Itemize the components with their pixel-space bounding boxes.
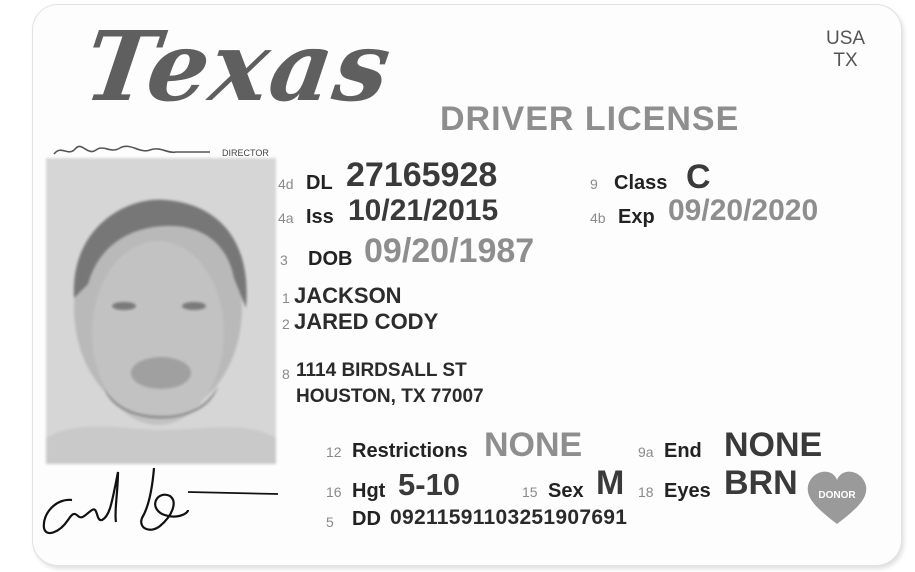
endorsement-field-number: 9a [638, 444, 654, 460]
dl-label: DL [306, 172, 333, 194]
state-code-label: TX [833, 50, 858, 71]
eyes-field-number: 18 [638, 484, 654, 500]
address-line1: 1114 BIRDSALL ST [296, 360, 467, 381]
class-label: Class [614, 172, 668, 194]
class-value: C [686, 158, 711, 196]
endorsement-label: End [664, 440, 702, 462]
exp-label: Exp [618, 206, 655, 228]
address-field-number: 8 [282, 366, 290, 382]
issue-date: 10/21/2015 [348, 194, 499, 227]
date-of-birth: 09/20/1987 [364, 232, 535, 270]
eyes-value: BRN [724, 464, 798, 502]
endorsement-value: NONE [724, 426, 823, 464]
eyes-label: Eyes [664, 480, 711, 502]
iss-label: Iss [306, 206, 334, 228]
iss-field-number: 4a [278, 210, 294, 226]
last-name-field-number: 1 [282, 290, 290, 306]
address-line2: HOUSTON, TX 77007 [296, 386, 484, 407]
director-label: DIRECTOR [222, 148, 269, 158]
dd-field-number: 5 [326, 514, 334, 530]
face-portrait-icon [46, 158, 276, 464]
restrictions-label: Restrictions [352, 440, 468, 462]
document-discriminator: 09211591103251907691 [390, 506, 628, 529]
height-label: Hgt [352, 480, 386, 502]
dl-field-number: 4d [278, 176, 294, 192]
donor-heart-icon [806, 470, 868, 526]
dob-field-number: 3 [280, 252, 288, 268]
first-name-field-number: 2 [282, 316, 290, 332]
height-field-number: 16 [326, 484, 342, 500]
height-value: 5-10 [398, 467, 461, 502]
first-name: JARED CODY [294, 309, 439, 334]
expiration-date: 09/20/2020 [668, 194, 819, 227]
state-title: Texas [78, 10, 399, 123]
holder-photo [46, 158, 276, 464]
country-code [826, 28, 865, 72]
restrictions-value: NONE [484, 426, 583, 464]
dob-label: DOB [308, 248, 353, 270]
class-field-number: 9 [590, 176, 598, 192]
exp-field-number: 4b [590, 210, 606, 226]
license-type: DRIVER LICENSE [440, 100, 740, 138]
restrictions-field-number: 12 [326, 444, 342, 460]
sex-value: M [596, 464, 625, 502]
last-name: JACKSON [294, 283, 402, 308]
dl-number: 27165928 [346, 156, 498, 194]
sex-field-number: 15 [522, 484, 538, 500]
sex-label: Sex [548, 480, 584, 502]
holder-signature [38, 462, 278, 542]
country-label: USA [826, 28, 866, 49]
dd-label: DD [352, 508, 381, 530]
donor-label: DONOR [818, 490, 856, 501]
